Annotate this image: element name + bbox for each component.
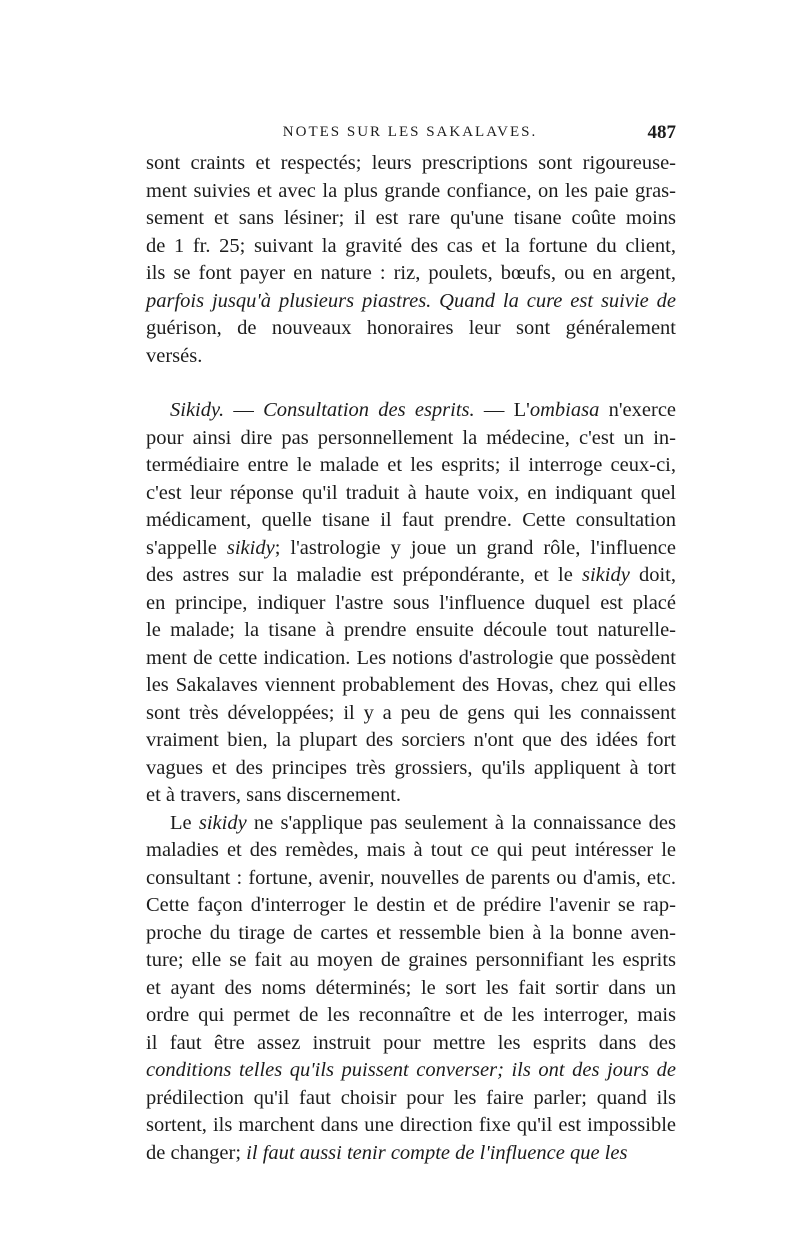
text-line: [146, 233, 676, 261]
text-span: guérison, de nouveaux honoraires leur sont généralement: [146, 317, 676, 339]
text-line: [146, 975, 676, 1003]
text-span: ture; elle se fait au moyen de graines personnifiant les esprits: [146, 949, 676, 971]
text-line: [146, 590, 676, 618]
running-title: NOTES SUR LES SAKALAVES.: [282, 124, 538, 140]
paragraph: [146, 397, 676, 810]
text-line: [146, 507, 676, 535]
text-span: doit,: [629, 564, 676, 586]
italic-span: sikidy: [226, 536, 275, 559]
paragraph: [146, 150, 676, 370]
italic-span: Consultation des esprits.: [263, 399, 475, 421]
italic-span: sikidy: [581, 564, 630, 586]
text-span: pour ainsi dire pas personnellement la médecine, c'est un in-: [146, 426, 676, 449]
text-line: [146, 1112, 676, 1140]
text-line: [146, 865, 676, 893]
text-span: maladies et des remèdes, mais à tout ce qui peut intéresser le: [146, 839, 676, 861]
paragraph: [146, 810, 676, 1168]
text-span: versés.: [146, 344, 203, 367]
text-span: — L': [474, 399, 530, 421]
text-line: [146, 672, 676, 700]
text-span: les Sakalaves viennent probablement des Hovas, chez qui elles: [146, 674, 676, 696]
text-span: de 1 fr. 25; suivant la gravité des cas et la fortune du client,: [146, 234, 676, 257]
text-span: sont craints et respectés; leurs prescriptions sont rigoureuse-: [146, 152, 676, 174]
text-span: c'est leur réponse qu'il traduit à haute voix, en indiquant quel: [146, 481, 676, 504]
italic-span: parfois jusqu'à plusieurs piastres. Quand la cure est suivie de: [146, 289, 676, 312]
text-line: [146, 150, 676, 178]
italic-span: conditions telles qu'ils puissent converser; ils ont des jours de: [146, 1059, 676, 1081]
text-line: [146, 810, 676, 838]
text-span: de changer;: [146, 1141, 247, 1164]
text-span: et ayant des noms déterminés; le sort les fait sortir dans un: [146, 976, 676, 999]
text-span: ment de cette indication. Les notions d'astrologie que possèdent: [146, 646, 676, 669]
text-span: sement et sans lésiner; il est rare qu'une tisane coûte moins: [146, 207, 676, 229]
text-span: sont très développées; il y a peu de gens qui les connaissent: [146, 701, 676, 724]
text-span: s'appelle: [146, 536, 227, 559]
text-span: prédilection qu'il faut choisir pour les faire parler; quand ils: [146, 1086, 676, 1109]
italic-span: il faut aussi tenir compte de l'influence que les: [246, 1141, 628, 1164]
text-line: [146, 1002, 676, 1030]
text-line: [146, 205, 676, 233]
text-span: médicament, quelle tisane il faut prendre. Cette consultation: [146, 509, 676, 531]
text-line: [146, 947, 676, 975]
text-line: [146, 315, 676, 343]
text-line: [146, 617, 676, 645]
text-span: il faut être assez instruit pour mettre les esprits dans des: [146, 1031, 676, 1054]
text-span: —: [224, 399, 264, 421]
text-span: ordre qui permet de les reconnaître et de les interroger, mais: [146, 1004, 676, 1026]
text-span: et à travers, sans discernement.: [146, 784, 402, 806]
text-span: consultant : fortune, avenir, nouvelles de parents ou d'amis, etc.: [146, 866, 676, 889]
paragraph-gap: [146, 370, 676, 397]
text-line: [146, 480, 676, 508]
text-line: [146, 452, 676, 480]
text-span: Cette façon d'interroger le destin et de prédire l'avenir se rap-: [146, 894, 676, 916]
text-span: sortent, ils marchent dans une direction fixe qu'il est impossible: [146, 1114, 676, 1136]
text-line: [146, 782, 676, 810]
text-line: [146, 1030, 676, 1058]
text-span: vraiment bien, la plupart des sorciers n'ont que des idées fort: [146, 729, 676, 751]
text-span: Le: [170, 811, 199, 834]
italic-span: Sikidy.: [170, 399, 225, 421]
text-line: [146, 288, 676, 316]
text-span: en principe, indiquer l'astre sous l'influence duquel est placé: [146, 591, 676, 614]
text-span: le malade; la tisane à prendre ensuite découle tout naturelle-: [146, 619, 676, 641]
text-line: [146, 343, 676, 371]
text-line: [146, 535, 676, 563]
text-span: ils se font payer en nature : riz, poulets, bœufs, ou en argent,: [146, 262, 676, 284]
text-line: [146, 645, 676, 673]
text-line: [146, 562, 676, 590]
text-line: [146, 178, 676, 206]
text-line: [146, 837, 676, 865]
text-line: [146, 260, 676, 288]
text-span: ne s'applique pas seulement à la connaissance des: [246, 811, 676, 834]
text-line: [146, 1085, 676, 1113]
text-span: des astres sur la maladie est prépondérante, et le: [146, 564, 582, 586]
text-line: [146, 755, 676, 783]
text-line: [146, 700, 676, 728]
italic-span: sikidy: [198, 811, 247, 834]
text-line: [146, 1057, 676, 1085]
text-line: [146, 920, 676, 948]
text-span: termédiaire entre le malade et les esprits; il interroge ceux-ci,: [146, 454, 676, 476]
text-line: [146, 397, 676, 425]
text-line: [146, 892, 676, 920]
text-span: proche du tirage de cartes et ressemble bien à la bonne aven-: [146, 921, 676, 944]
text-span: ment suivies et avec la plus grande confiance, on les paie gras-: [146, 179, 676, 202]
running-head: [146, 122, 674, 146]
text-span: ; l'astrologie y joue un grand rôle, l'influence: [274, 536, 677, 559]
page-number: 487: [647, 122, 676, 143]
text-span: n'exerce: [599, 399, 677, 421]
italic-span: ombiasa: [529, 399, 600, 421]
text-span: vagues et des principes très grossiers, qu'ils appliquent à tort: [146, 756, 676, 779]
body-text: [146, 150, 676, 1167]
text-line: [146, 1140, 676, 1168]
text-line: [146, 727, 676, 755]
text-line: [146, 425, 676, 453]
